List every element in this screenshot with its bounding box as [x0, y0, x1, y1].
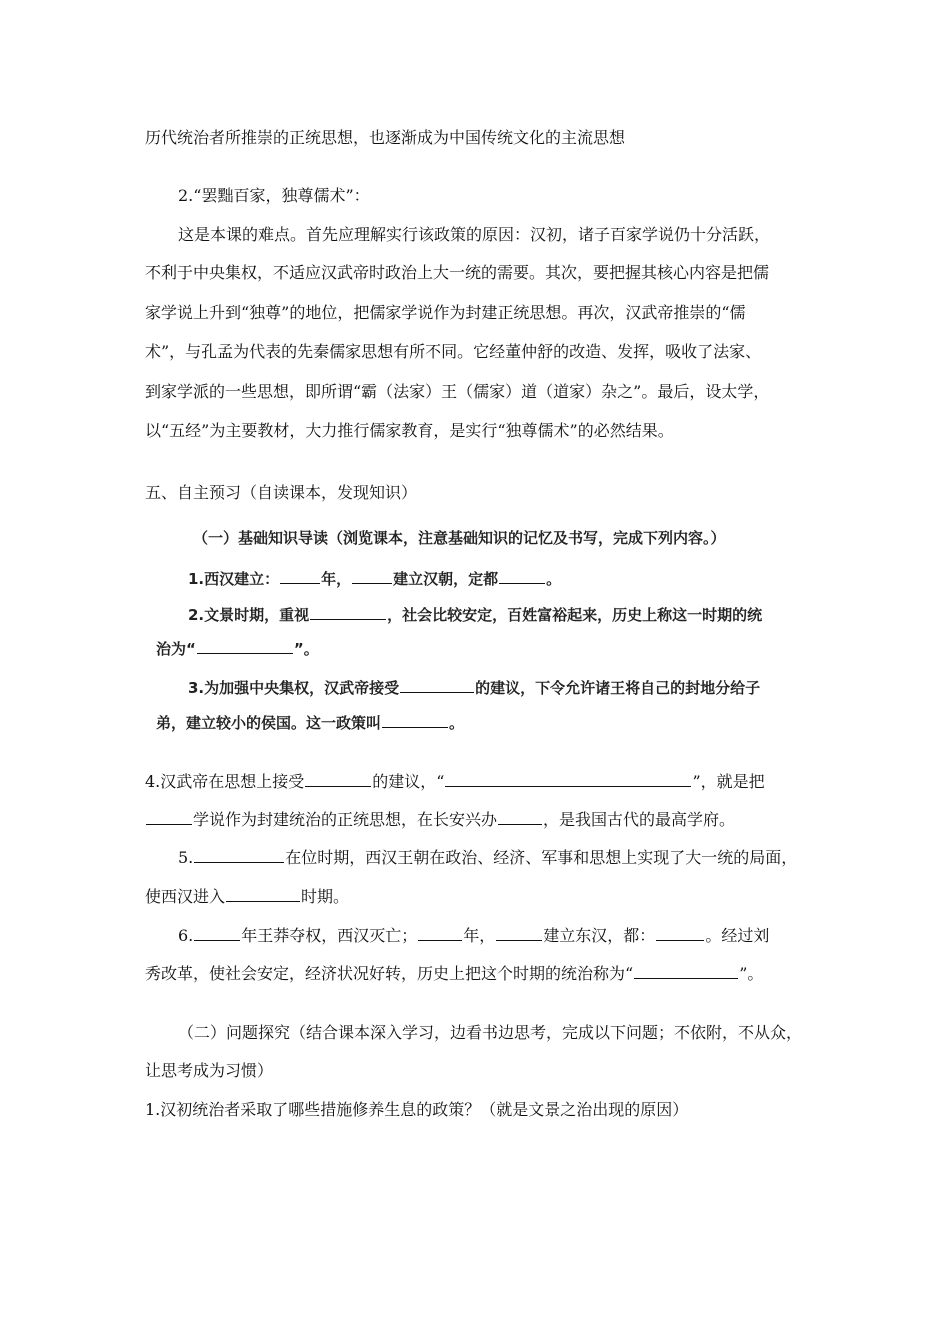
answer-blank[interactable] — [305, 770, 371, 787]
paragraph-line: 到家学派的一些思想，即所谓“霸（法家）王（儒家）道（道家）杂之”。最后，设太学， — [145, 382, 770, 401]
answer-blank[interactable] — [146, 808, 192, 825]
answer-blank[interactable] — [418, 924, 462, 941]
answer-blank[interactable] — [382, 711, 448, 728]
subheading: 2.“罢黜百家，独尊儒术”： — [178, 186, 370, 205]
question-3-cont: 弟，建立较小的侯国。这一政策叫 。 — [156, 711, 464, 733]
paragraph-line: 家学说上升到“独尊”的地位，把儒家学说作为封建正统思想。再次，汉武帝推崇的“儒 — [145, 303, 746, 322]
question-1: 1.西汉建立： 年， 建立汉朝，定都 。 — [188, 567, 561, 589]
answer-blank[interactable] — [194, 924, 240, 941]
answer-blank[interactable] — [496, 924, 542, 941]
paragraph-line: 不利于中央集权，不适应汉武帝时政治上大一统的需要。其次，要把握其核心内容是把儒 — [145, 263, 770, 282]
question-4: 4.汉武帝在思想上接受 的建议，“ ”，就是把 — [145, 772, 765, 791]
answer-blank[interactable] — [280, 567, 320, 584]
paragraph-line: 这是本课的难点。首先应理解实行该政策的原因：汉初，诸子百家学说仍十分活跃， — [178, 225, 771, 244]
answer-blank[interactable] — [197, 637, 293, 654]
answer-blank[interactable] — [194, 846, 284, 863]
answer-blank[interactable] — [498, 808, 542, 825]
subsection-heading: （一）基础知识导读（浏览课本，注意基础知识的记忆及书写，完成下列内容。） — [193, 529, 726, 547]
question-2: 2.文景时期，重视 ，社会比较安定，百姓富裕起来，历史上称这一时期的统 — [188, 603, 762, 625]
answer-blank[interactable] — [499, 567, 545, 584]
subsection-heading-cont: 让思考成为习惯） — [145, 1061, 274, 1080]
question-5: 5. 在位时期，西汉王朝在政治、经济、军事和思想上实现了大一统的局面， — [178, 848, 798, 867]
question-5-cont: 使西汉进入 时期。 — [145, 887, 350, 906]
paragraph-line: 历代统治者所推崇的正统思想，也逐渐成为中国传统文化的主流思想 — [145, 128, 626, 147]
question-6-cont: 秀改革，使社会安定，经济状况好转，历史上把这个时期的统治称为“ ”。 — [145, 964, 764, 983]
answer-blank[interactable] — [656, 924, 704, 941]
paragraph-line: 术”，与孔孟为代表的先秦儒家思想有所不同。它经董仲舒的改造、发挥，吸收了法家、 — [145, 342, 762, 361]
answer-blank[interactable] — [310, 603, 386, 620]
answer-blank[interactable] — [226, 885, 300, 902]
question-6: 6. 年王莽夺权，西汉灭亡； 年， 建立东汉，都： 。经过刘 — [178, 926, 770, 945]
subsection-heading: （二）问题探究（结合课本深入学习，边看书边思考，完成以下问题；不依附，不从众， — [178, 1023, 803, 1042]
question-3: 3.为加强中央集权，汉武帝接受 的建议，下令允许诸王将自己的封地分给子 — [188, 676, 760, 698]
paragraph-line: 以“五经”为主要教材，大力推行儒家教育，是实行“独尊儒术”的必然结果。 — [145, 421, 674, 440]
section-heading: 五、自主预习（自读课本，发现知识） — [145, 483, 418, 502]
answer-blank[interactable] — [400, 676, 474, 693]
question-4-cont: 学说作为封建统治的正统思想，在长安兴办 ，是我国古代的最高学府。 — [145, 808, 735, 830]
question-2-cont: 治为“ ”。 — [156, 637, 319, 659]
question-item: 1.汉初统治者采取了哪些措施修养生息的政策？（就是文景之治出现的原因） — [145, 1100, 689, 1119]
answer-blank[interactable] — [634, 962, 738, 979]
answer-blank[interactable] — [445, 770, 691, 787]
answer-blank[interactable] — [352, 567, 392, 584]
